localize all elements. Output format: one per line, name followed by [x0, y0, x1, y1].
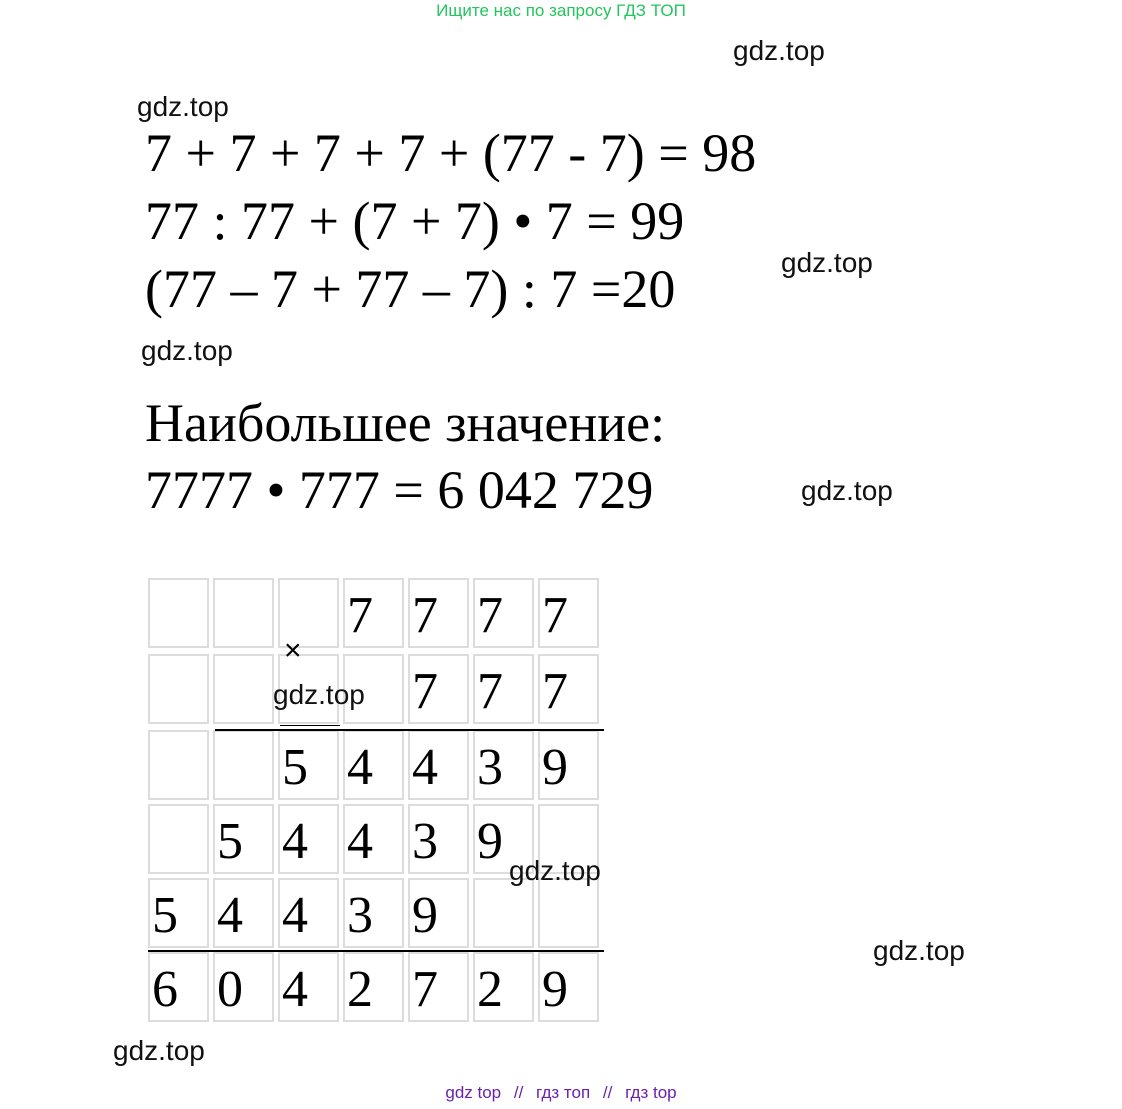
factor-underline [215, 729, 604, 731]
grid-digit: 5 [217, 813, 243, 870]
watermark: gdz.top [873, 935, 965, 966]
grid-digit: 2 [477, 961, 503, 1018]
grid-digit: 0 [217, 961, 243, 1018]
footer-link[interactable]: gdz top [445, 1083, 502, 1102]
search-banner: Ищите нас по запросу ГДЗ ТОП [436, 1, 686, 20]
grid-digit: 4 [347, 739, 373, 796]
grid-digit: 7 [542, 587, 568, 644]
equation-20: (77 – 7 + 77 – 7) : 7 =20 [145, 259, 676, 319]
grid-digit: 4 [282, 887, 308, 944]
grid-cell [473, 878, 534, 948]
grid-digit: 9 [542, 961, 568, 1018]
grid-cell [148, 578, 209, 648]
footer-link[interactable]: гдз top [625, 1083, 677, 1102]
footer-links [0, 1083, 1122, 1103]
grid-digit: 5 [282, 739, 308, 796]
watermark: gdz.top [801, 475, 893, 506]
grid-digit: 6 [152, 961, 178, 1018]
grid-digit: 7 [412, 961, 438, 1018]
grid-digit: 2 [347, 961, 373, 1018]
grid-cell [148, 804, 209, 874]
watermark: gdz.top [273, 679, 365, 710]
multiply-sign: × [284, 634, 302, 667]
grid-cell [213, 730, 274, 800]
grid-cell [538, 878, 599, 948]
watermark: gdz.top [509, 855, 601, 886]
grid-digit: 7 [412, 663, 438, 720]
grid-digit: 7 [347, 587, 373, 644]
grid-digit: 7 [477, 587, 503, 644]
multiplication-grid [148, 578, 604, 1022]
watermark: gdz.top [781, 247, 873, 278]
equation-98: 7 + 7 + 7 + 7 + (77 - 7) = 98 [145, 123, 757, 183]
grid-digit: 7 [477, 663, 503, 720]
grid-digit: 3 [347, 887, 373, 944]
watermark: gdz.top [137, 91, 229, 122]
grid-digit: 3 [412, 813, 438, 870]
grid-digit: 4 [282, 961, 308, 1018]
grid-digit: 7 [412, 587, 438, 644]
footer-link[interactable]: гдз топ [536, 1083, 591, 1102]
grid-digit: 9 [542, 739, 568, 796]
watermark: gdz.top [733, 35, 825, 66]
grid-digit: 3 [477, 739, 503, 796]
grid-cell [148, 654, 209, 724]
heading-max-value: Наибольшее значение: [145, 393, 666, 453]
grid-digit: 4 [282, 813, 308, 870]
grid-digit: 7 [542, 663, 568, 720]
grid-digit: 4 [217, 887, 243, 944]
result-equation: 7777 • 777 = 6 042 729 [145, 460, 654, 520]
sum-underline [148, 950, 604, 952]
grid-digit: 5 [152, 887, 178, 944]
grid-digit: 9 [412, 887, 438, 944]
grid-cell [213, 654, 274, 724]
watermark: gdz.top [113, 1035, 205, 1066]
grid-digit: 4 [347, 813, 373, 870]
footer-separator: // [513, 1083, 524, 1102]
sign-underline [280, 725, 340, 726]
footer-separator: // [602, 1083, 613, 1102]
grid-cell [213, 578, 274, 648]
watermark: gdz.top [141, 335, 233, 366]
equation-99: 77 : 77 + (7 + 7) • 7 = 99 [145, 191, 685, 251]
grid-digit: 9 [477, 813, 503, 870]
grid-digit: 4 [412, 739, 438, 796]
grid-cell [148, 730, 209, 800]
